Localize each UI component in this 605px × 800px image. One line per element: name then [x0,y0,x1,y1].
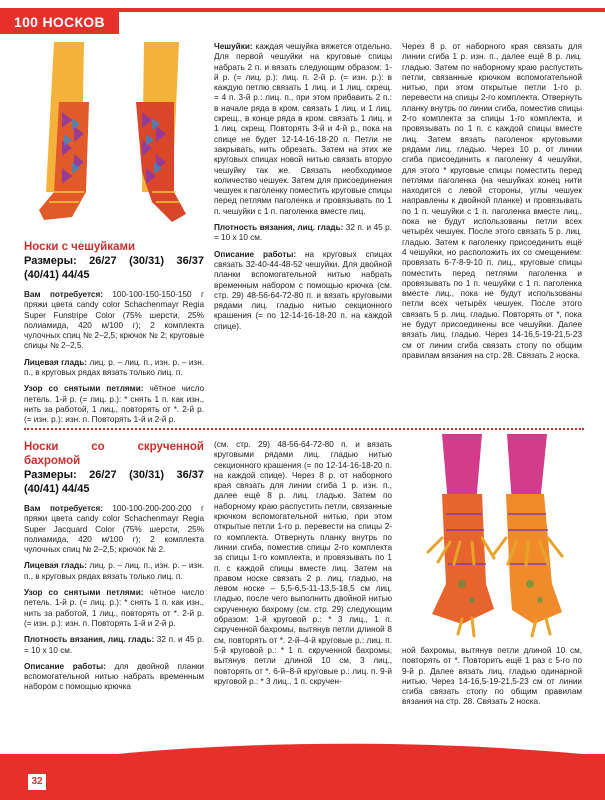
article1-materials [24,290,204,352]
density-text: 32 п. и 45 р. = 10 х 10 см. [24,635,204,655]
article1-pattern [24,384,204,425]
page-footer [0,738,605,800]
need-text: 100-100-150-150-150 г пряжи цвета candy color Schachenmayr Regia Super Funstripe Color (75% шерсти, 25% полиамида, 420 м/100 г); 2 комплекта чулочных спиц № 2–2,5; крючок № 2; круговые спицы № 2–2,5. [24,290,204,351]
article2-sizes: Размеры: 26/27 (30/31) 36/37 (40/41) 44/45 [24,469,204,495]
article2-col3 [402,646,582,714]
article2-pattern [24,588,204,629]
density-text: 32 п. и 45 р. = 10 х 10 см. [214,223,392,243]
face-label: Лицевая гладь: [24,357,88,367]
header-title: 100 НОСКОВ [0,10,119,34]
pattern-text: чётное число петель. 1-й р. (= лиц. р.): * снять 1 п. как изн., нить за работой, 1 лиц., повторять от *. 2-й р. (= изн. р.): изн. п. Повторять 1-й и 2-й р. [24,384,205,425]
article1-col3 [402,42,582,367]
article2-work [24,662,204,693]
photo-fringe-socks [402,434,582,640]
need-label: Вам потребуется: [24,504,103,513]
article2-materials [24,504,204,555]
article1-work [214,250,392,332]
article2-title: Носки со скрученной бахромой [24,441,204,467]
page-number: 32 [28,774,46,790]
scales-label: Чешуйки: [214,42,253,51]
article2-ending: ной бахромы, вытянув петли длиной 10 см, повторять от *. Повторить ещё 1 раз с 5-го по 9-й р. Далее вязать лиц. гладью одинарной нитью. Через 14-16,5-19-21,5-23 см от линии сгиба связать стопу по общим правилам вязания на стр. 28. Связать 2 носка. [402,646,582,707]
footer-band [0,754,605,800]
article2-continuation: (см. стр. 29) 48-56-64-72-80 п. и вязать круговыми рядами лиц. гладью нитью секционного крашения (= по 12-14-16-18-20 п. на каждой спице). Через 8 р. от наборного края связать для линии сгиба 1 р. изн. п., далее ещё 8 р. лиц. гладью. Затем по наборному краю распустить петли, связанные крючком вспомогательной нитью, при этом открытые петли 1-го р. перевести на спицы 2-го комплекта. Отвернуть планку внутрь по линии сгиба, поместив спицы 2-го комплекта за спицы 1-го комплекта, и провязывать по 1 п. с каждой спицы вместе лиц. Затем на правом носке связать 2 р. лиц. гладью, на левом носке – 5,5-6,5-11-13,5-18,5 см лиц. гладью, после чего выполнить двойной нитью скрученную бахрому (см. стр. 29) следующим образом: 1-й круговой р.: * 3 лиц., 1 п. скрученной бахромы, вытянув петли длиной 8 см, повторять от *. 2-й–4-й круговые р.: лиц. п. 5-й круговой р.: * 1 п. скрученной бахромы, вытянув петли длиной 10 см, 3 лиц., повторять от *. 6-й–8-й круговые р.: лиц. п. 9-й круговой р.: * 3 лиц., 1 п. скручен- [214,440,392,686]
face-label: Лицевая гладь: [24,561,88,571]
work-label: Описание работы: [214,249,297,259]
article1-face-stitch [24,358,204,379]
face-text: лиц. р. – лиц. п., изн. р. – изн. п., в круговых рядах вязать только лиц. п. [24,561,204,581]
section-divider [24,428,584,432]
face-text: лиц. р. – лиц. п., изн. р. – изн. п., в круговых рядах вязать только лиц. п. [24,357,204,378]
article1-col1 [24,240,204,432]
article2-density [24,635,204,656]
work-label: Описание работы: [24,661,106,671]
pattern-label: Узор со снятыми петлями: [24,384,144,394]
photo-scale-socks [24,42,214,232]
article1-density [214,223,392,244]
need-text: 100-100-200-200-200 г пряжи цвета candy color Schachenmayr Regia Super Jacquard Color (75% шерсти, 25% полиамида, 420 м/100 г); 2 комплекта чулочных спиц № 2–2,5; крючок № 2. [24,504,204,555]
pattern-text: чётное число петель. 1-й р. (= лиц. р.): * снять 1 п. как изн., нить за работой, 1 лиц., повторять от *. 2-й р. (= изн. р.): изн. п. Повторять 1-й и 2-й р. [24,588,205,628]
pattern-label: Узор со снятыми петлями: [24,588,144,598]
density-label: Плотность вязания, лиц. гладь: [214,223,344,233]
page-header [0,0,605,34]
work-text: для двойной планки вспомогательной нитью набрать временным набором с помощью крючка [24,661,204,692]
article1-continuation: Через 8 р. от наборного края связать для линии сгиба 1 р. изн. п., далее ещё 8 р. лиц. гладью. Затем по наборному краю распустить петли, связанные крючком вспомогательной нитью, при этом открытые петли 1-го р. перевести на спицы 2-го комплекта. Отвернуть планку внутрь по линии сгиба, поместив спицы 2-го комплекта за спицы 1-го комплекта, и провязывать по 1 п. с каждой спицы вместе лиц. Затем вязать паголенок круговыми рядами лиц. гладью. Через 10 р. от линии сгиба присоединить к паголенку 4 чешуйки, для этого * круговые спицы поместить перед петлями паголенка (на чешуйках конец нити находится с левой стороны, углы чешуек направлены к двойной планке) и провязывать по 1 п. чешуйки с 1 п. паголенка вместе лиц., пока не будут использованы петли всех четырёх чешуек. После этого связать 5 р. лиц. гладью. Затем к паголенку присоединить ещё 4 чешуйки, но расположить их со смещением: провязать 6-7-8-9-10 п. лиц., круговые спицы поместить перед петлями паголенка и провязывать по 1 п. чешуйки с 1 п. паголенка вместе лиц., пока не будут использованы петли всех четырёх чешуек. После этого связать 5 р. лиц. гладью. Повторять от *, пока не будут присоединены все чешуйки. Далее вязать лиц. гладью. Через 14-16,5-19-21,5-23 см от линии сгиба связать стопу по общим правилам вязания на стр. 28. Связать 2 носка. [402,42,582,360]
article1-scales [214,42,392,217]
article2-col2 [214,440,392,693]
work-text: на круговых спицах связать 32-40-44-48-52 чешуйки. Для двойной планки вспомогательной нитью набрать временным набором с помощью крючка (см. стр. 29) 48-56-64-72-80 п. и вязать круговыми рядами лиц. гладью нитью секционного крашения (= по 12-14-16-18-20 п. на каждой спице). [214,249,393,331]
need-label: Вам потребуется: [24,290,103,299]
article1-col2 [214,42,392,338]
scales-text: каждая чешуйка вяжется отдельно. Для первой чешуйки на круговые спицы набрать 2 п. и вязать следующим образом: 1-й р. (= лиц. р.): лиц. п. 2-й р. (= изн. р.): в каждую петлю связать 1 лиц. и 1 лиц. скрещ. = 4 п. 3-й р.: лиц. п., при этом прибавить 2 п.: в начале ряда в кром. связать 1 лиц. и 1 лиц. скрещ., в конце ряда в кром. связать 1 лиц. и 1 лиц. скрещ. Повторять 3-й и 4-й р., пока на спице не будет 12-14-16-18-20 п. Петли не закрывать, нить обрезать. Затем на этих же круговых спицах новой нитью связать вторую чешуйку так же. Связать необходимое количество чешуек. Затем для присоединения чешуек к паголенку поместить круговые спицы перед петлями паголенка и провязывать по 1 п. чешуйки с 1 п. паголенка вместе лиц. [214,42,392,216]
article2-face-stitch [24,561,204,582]
article1-sizes: Размеры: 26/27 (30/31) 36/37 (40/41) 44/45 [24,255,204,281]
article2-col1 [24,440,204,699]
article1-title: Носки с чешуйками [24,241,136,253]
density-label: Плотность вязания, лиц. гладь: [24,635,155,645]
